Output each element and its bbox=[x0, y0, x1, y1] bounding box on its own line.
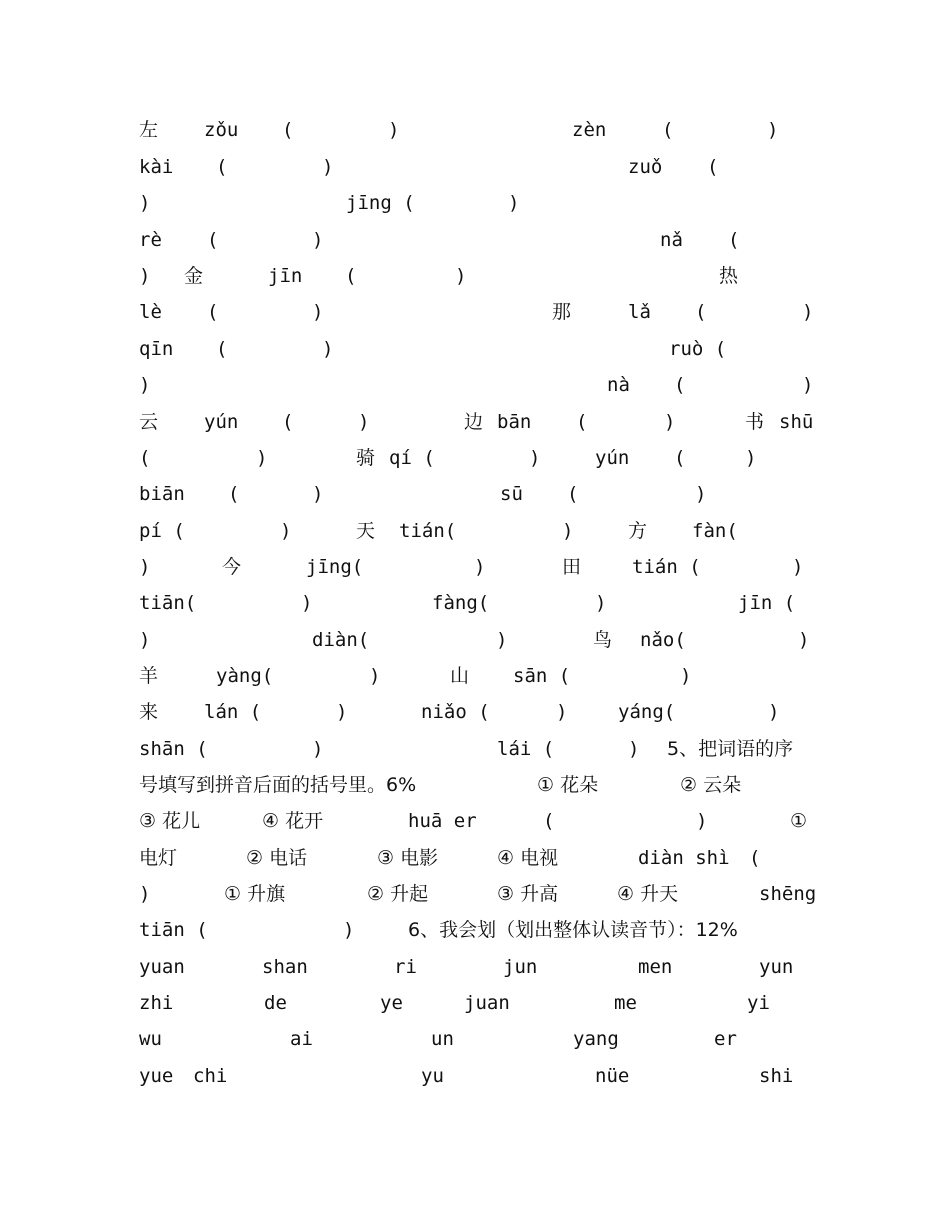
pinyin-text: jīn ( bbox=[738, 592, 796, 614]
paren-close: ) bbox=[529, 447, 541, 469]
text-line bbox=[0, 846, 950, 882]
syllable: yi bbox=[747, 992, 770, 1014]
pinyin-text: nǎo( bbox=[640, 629, 686, 651]
paren-open: ( bbox=[576, 411, 588, 433]
paren-open: ( bbox=[228, 483, 240, 505]
pinyin-text: nà bbox=[607, 374, 630, 396]
text-line bbox=[0, 737, 950, 773]
syllable: yang bbox=[573, 1028, 619, 1050]
text-line bbox=[0, 300, 950, 336]
text-line bbox=[0, 228, 950, 264]
syllable-row bbox=[0, 1027, 950, 1063]
pinyin-text: shān ( bbox=[139, 738, 208, 760]
option-text: ② 升起 bbox=[367, 883, 429, 905]
paren-open: ( bbox=[749, 847, 761, 869]
pinyin-text: niǎo ( bbox=[421, 701, 490, 723]
option-text: ④ 电视 bbox=[497, 847, 559, 869]
pinyin-text: sān ( bbox=[513, 665, 571, 687]
syllable-row bbox=[0, 1064, 950, 1100]
option-text: 电灯 bbox=[139, 847, 178, 869]
text-line bbox=[0, 773, 950, 809]
text-line bbox=[0, 555, 950, 591]
pinyin-text: bān bbox=[497, 411, 532, 433]
syllable: juan bbox=[464, 992, 510, 1014]
syllable: er bbox=[714, 1028, 737, 1050]
section-6-title: 6、我会划（划出整体认读音节）：12% bbox=[408, 919, 738, 941]
paren-open: ( bbox=[543, 810, 555, 832]
pinyin-text: biān bbox=[139, 483, 185, 505]
syllable: yue bbox=[139, 1065, 174, 1087]
paren-open: ( bbox=[695, 301, 707, 323]
pinyin-text: tiān ( bbox=[139, 919, 208, 941]
pinyin-text: jīn bbox=[268, 265, 303, 287]
paren-open: ( bbox=[674, 447, 686, 469]
pinyin-text: kài bbox=[139, 156, 174, 178]
syllable-row bbox=[0, 991, 950, 1027]
pinyin-text: pí ( bbox=[139, 520, 185, 542]
text-line bbox=[0, 882, 950, 918]
char-na: 那 bbox=[552, 301, 572, 323]
pinyin-text: fàn( bbox=[692, 520, 738, 542]
char-jin: 金 bbox=[184, 265, 204, 287]
pinyin-text: yáng( bbox=[618, 701, 676, 723]
paren-open: ( bbox=[207, 301, 219, 323]
pinyin-text: lán ( bbox=[204, 701, 262, 723]
pinyin-text: tián( bbox=[399, 520, 457, 542]
pinyin-text: yàng( bbox=[216, 665, 274, 687]
syllable: ye bbox=[380, 992, 403, 1014]
paren-close: ) bbox=[474, 556, 486, 578]
option-text: ③ 花儿 bbox=[139, 810, 201, 832]
syllable: jun bbox=[503, 956, 538, 978]
syllable: un bbox=[431, 1028, 454, 1050]
paren-close: ) bbox=[695, 483, 707, 505]
text-line bbox=[0, 410, 950, 446]
paren-close: ) bbox=[343, 919, 355, 941]
char-bian: 边 bbox=[464, 411, 484, 433]
paren-open: ( bbox=[345, 265, 357, 287]
paren-close: ) bbox=[556, 701, 568, 723]
paren-close: ) bbox=[322, 156, 334, 178]
char-shu: 书 bbox=[745, 411, 765, 433]
paren-open: ( bbox=[282, 119, 294, 141]
pinyin-text: tiān( bbox=[139, 592, 197, 614]
syllable: yun bbox=[759, 956, 794, 978]
paren-close: ) bbox=[680, 665, 692, 687]
syllable: me bbox=[614, 992, 637, 1014]
option-text: ② 电话 bbox=[246, 847, 308, 869]
paren-open: ( bbox=[728, 229, 740, 251]
paren-close: ) bbox=[768, 701, 780, 723]
paren-open: ( bbox=[707, 156, 719, 178]
paren-close: ) bbox=[139, 374, 151, 396]
pinyin-text: lǎ bbox=[628, 301, 651, 323]
section-5-title: 5、把词语的序 bbox=[667, 738, 794, 760]
pinyin-text: diàn shì bbox=[638, 847, 730, 869]
syllable: de bbox=[264, 992, 287, 1014]
paren-close: ) bbox=[139, 556, 151, 578]
paren-close: ) bbox=[798, 629, 810, 651]
paren-close: ) bbox=[628, 738, 640, 760]
text-line bbox=[0, 591, 950, 627]
paren-open: ( bbox=[216, 156, 228, 178]
syllable: men bbox=[638, 956, 673, 978]
char-re: 热 bbox=[719, 265, 739, 287]
paren-close: ) bbox=[508, 192, 520, 214]
paren-close: ) bbox=[358, 411, 370, 433]
paren-close: ) bbox=[595, 592, 607, 614]
option-text: ① 升旗 bbox=[224, 883, 286, 905]
paren-close: ) bbox=[802, 301, 814, 323]
char-lai: 来 bbox=[139, 701, 159, 723]
paren-close: ) bbox=[139, 629, 151, 651]
paren-close: ) bbox=[455, 265, 467, 287]
syllable: shan bbox=[262, 956, 308, 978]
text-line bbox=[0, 628, 950, 664]
option-text: ④ 升天 bbox=[617, 883, 679, 905]
paren-close: ) bbox=[256, 447, 268, 469]
text-line bbox=[0, 373, 950, 409]
paren-close: ) bbox=[696, 810, 708, 832]
paren-open: ( bbox=[216, 338, 228, 360]
paren-close: ) bbox=[802, 374, 814, 396]
pinyin-text: lái ( bbox=[497, 738, 555, 760]
paren-open: ( bbox=[139, 447, 151, 469]
pinyin-text: zǒu bbox=[204, 119, 239, 141]
syllable: yuan bbox=[139, 956, 185, 978]
pinyin-text: diàn( bbox=[312, 629, 370, 651]
paren-close: ) bbox=[139, 192, 151, 214]
text-line bbox=[0, 918, 950, 954]
char-shan: 山 bbox=[450, 665, 470, 687]
pinyin-text: yún bbox=[595, 447, 630, 469]
paren-open: ( bbox=[567, 483, 579, 505]
syllable: ri bbox=[394, 956, 417, 978]
pinyin-text: shēng bbox=[759, 883, 817, 905]
syllable: zhi bbox=[139, 992, 174, 1014]
text-line bbox=[0, 664, 950, 700]
pinyin-text: jīng ( bbox=[346, 192, 415, 214]
syllable: nüe bbox=[595, 1065, 630, 1087]
paren-close: ) bbox=[312, 738, 324, 760]
paren-close: ) bbox=[139, 265, 151, 287]
syllable: ai bbox=[290, 1028, 313, 1050]
text-line bbox=[0, 446, 950, 482]
text-line bbox=[0, 482, 950, 518]
option-text: ③ 电影 bbox=[377, 847, 439, 869]
pinyin-text: sū bbox=[500, 483, 523, 505]
option-text: ④ 花开 bbox=[262, 810, 324, 832]
option-text: ① 花朵 bbox=[537, 774, 599, 796]
text-line bbox=[0, 191, 950, 227]
syllable: wu bbox=[139, 1028, 162, 1050]
char-zuo: 左 bbox=[139, 119, 159, 141]
paren-close: ) bbox=[369, 665, 381, 687]
pinyin-text: huā er bbox=[408, 810, 477, 832]
option-text: ② 云朵 bbox=[680, 774, 742, 796]
pinyin-text: rè bbox=[139, 229, 162, 251]
pinyin-text: fàng( bbox=[432, 592, 490, 614]
pinyin-text: lè bbox=[139, 301, 162, 323]
paren-close: ) bbox=[745, 447, 757, 469]
text-line bbox=[0, 155, 950, 191]
paren-open: ( bbox=[282, 411, 294, 433]
paren-close: ) bbox=[767, 119, 779, 141]
paren-close: ) bbox=[312, 301, 324, 323]
paren-close: ) bbox=[664, 411, 676, 433]
paren-close: ) bbox=[301, 592, 313, 614]
pinyin-text: yún bbox=[204, 411, 239, 433]
option-text: ③ 升高 bbox=[497, 883, 559, 905]
char-jin-today: 今 bbox=[222, 556, 242, 578]
text-line bbox=[0, 519, 950, 555]
pinyin-text: tián ( bbox=[632, 556, 701, 578]
pinyin-text: qí ( bbox=[389, 447, 435, 469]
text-line bbox=[0, 118, 950, 154]
pinyin-text: nǎ bbox=[660, 229, 683, 251]
paren-close: ) bbox=[496, 629, 508, 651]
syllable: shi bbox=[759, 1065, 794, 1087]
char-niao: 鸟 bbox=[593, 629, 613, 651]
text-line bbox=[0, 700, 950, 736]
paren-open: ( bbox=[662, 119, 674, 141]
paren-close: ) bbox=[280, 520, 292, 542]
text-line bbox=[0, 337, 950, 373]
pinyin-text: ruò ( bbox=[669, 338, 727, 360]
char-tian-field: 田 bbox=[562, 556, 582, 578]
pinyin-text: zuǒ bbox=[628, 156, 663, 178]
option-marker: ① bbox=[790, 810, 808, 832]
text-line bbox=[0, 809, 950, 845]
pinyin-text: zèn bbox=[572, 119, 607, 141]
syllable-row bbox=[0, 955, 950, 991]
syllable: yu bbox=[421, 1065, 444, 1087]
paren-close: ) bbox=[139, 883, 151, 905]
pinyin-text: qīn bbox=[139, 338, 174, 360]
char-yun: 云 bbox=[139, 411, 159, 433]
pinyin-text: jīng( bbox=[306, 556, 364, 578]
paren-close: ) bbox=[336, 701, 348, 723]
paren-open: ( bbox=[207, 229, 219, 251]
paren-close: ) bbox=[792, 556, 804, 578]
paren-open: ( bbox=[674, 374, 686, 396]
char-yang: 羊 bbox=[139, 665, 159, 687]
syllable: chi bbox=[193, 1065, 228, 1087]
section-5-instruction: 号填写到拼音后面的括号里。6% bbox=[139, 774, 417, 796]
paren-close: ) bbox=[562, 520, 574, 542]
char-fang: 方 bbox=[628, 520, 648, 542]
paren-close: ) bbox=[312, 229, 324, 251]
paren-close: ) bbox=[322, 338, 334, 360]
pinyin-text: shū bbox=[779, 411, 814, 433]
paren-close: ) bbox=[388, 119, 400, 141]
char-tian: 天 bbox=[356, 520, 376, 542]
text-line bbox=[0, 264, 950, 300]
paren-close: ) bbox=[312, 483, 324, 505]
char-qi: 骑 bbox=[356, 447, 376, 469]
